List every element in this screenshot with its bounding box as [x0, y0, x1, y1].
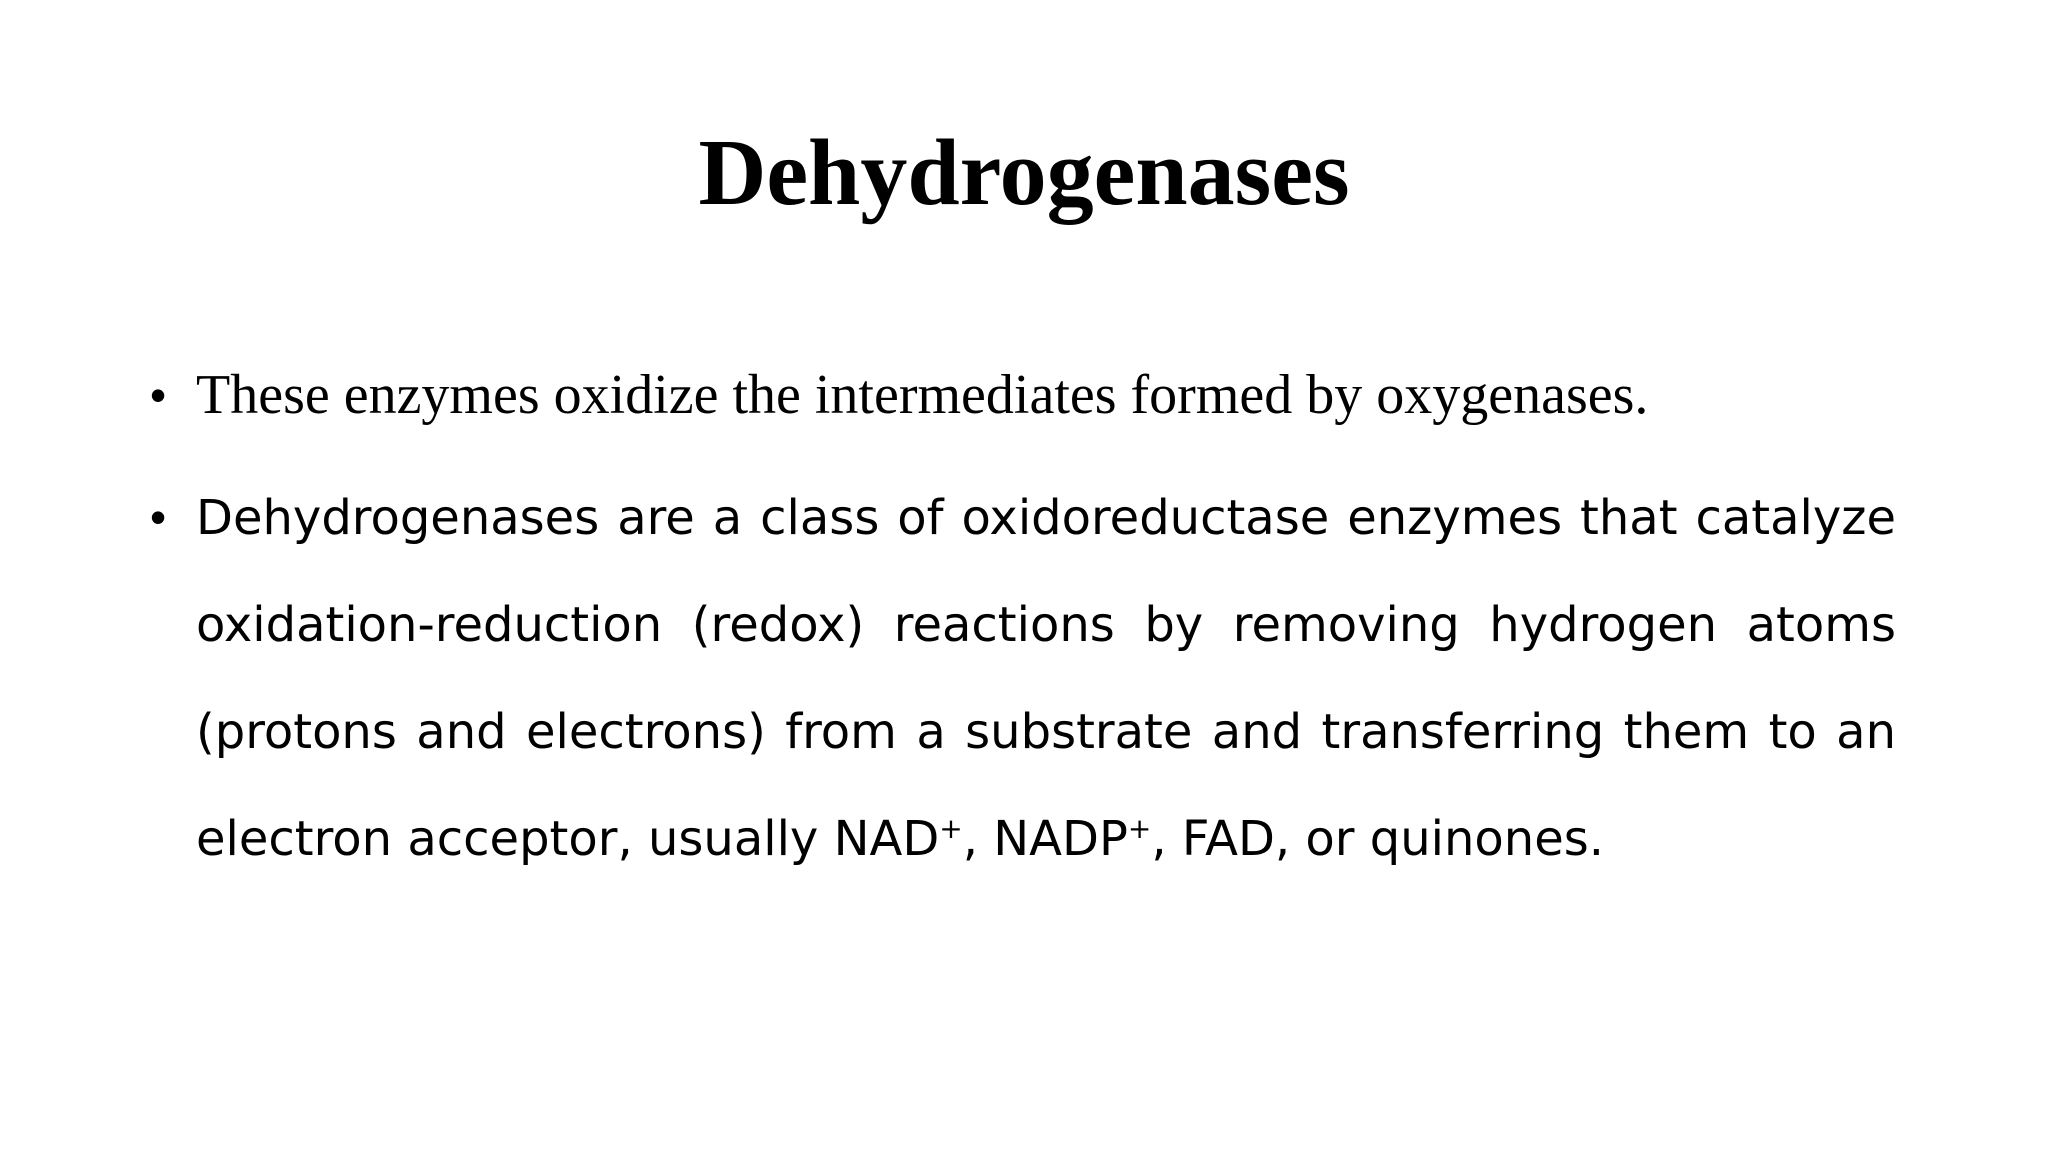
bullet-icon: • [150, 491, 167, 543]
bullet-icon: • [150, 369, 167, 421]
superscript-plus: + [939, 812, 963, 845]
bullet-item [150, 360, 1900, 430]
superscript-plus: + [1127, 812, 1152, 845]
bullet-text-main: Dehydrogenases are a class of oxidoreductase enzymes that catalyze oxidation-reduction (redox) reactions by removing hydrogen atoms (protons and electrons) from a substrate and transferring them to an electron acceptor, usually NAD [196, 490, 1896, 867]
bullet-item [150, 487, 1900, 893]
bullet-text-mid: , NADP [962, 811, 1128, 867]
bullet-text: These enzymes oxidize the intermediates formed by oxygenases. [196, 364, 1649, 426]
slide-title: Dehydrogenases [698, 121, 1350, 225]
bullet-text [196, 465, 1896, 893]
bullet-text-end: , FAD, or quinones. [1151, 811, 1605, 867]
